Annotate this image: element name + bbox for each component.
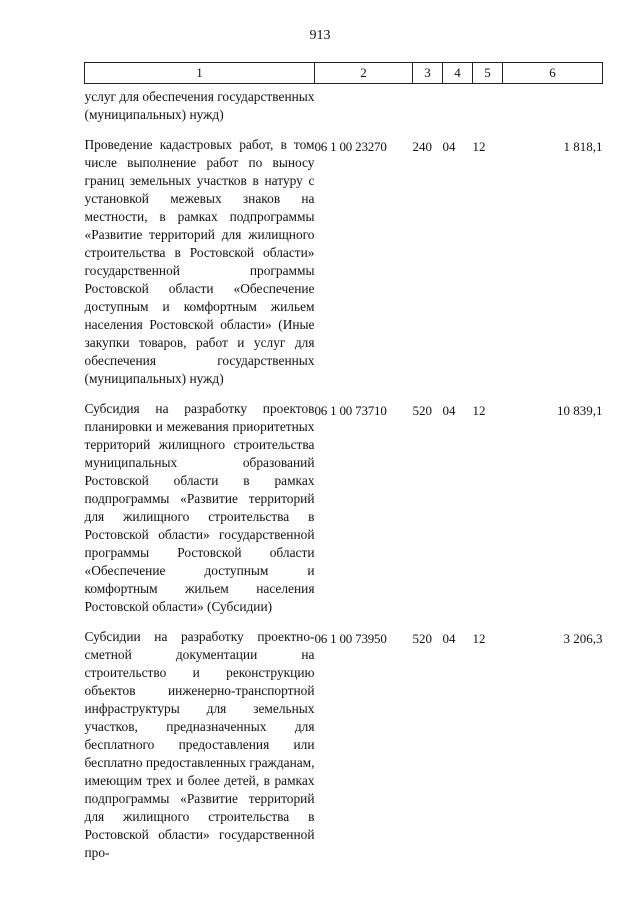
table-row: [85, 84, 603, 125]
row-vr: 520: [412, 403, 432, 418]
row-name: Субсидии на разработку проектно-сметной документации на строительство и реконструкцию объектов инженерно-транспортной инфраструктуры для земельных участков, предназначенных для бесплатного предоставления или бесплатно предоставленных гражданам, имеющим трех и более детей, в рамках подпрограммы «Развитие территорий для жилищного строительства в Ростовской области» государственной про-: [84, 629, 315, 860]
table-row: [85, 616, 603, 862]
row-sum: 3 206,3: [563, 631, 603, 646]
row-name: Субсидия на разработку проектов планировки и межевания приоритетных территорий жилищного строительства муниципальных образований Ростовской области в рамках подпрограммы «Развитие территорий для жилищного строительства в Ростовской области» государственной программы Ростовской области «Обеспечение доступным и комфортным жильем населения Ростовской области» (Субсидии): [84, 401, 315, 614]
row-sum: 10 839,1: [557, 403, 603, 418]
row-sum: 1 818,1: [563, 139, 603, 154]
row-rz: 04: [442, 631, 456, 646]
row-code: [315, 84, 413, 125]
row-pr: [473, 84, 503, 125]
page-number: 913: [309, 28, 331, 43]
table-row: [85, 388, 603, 616]
table-header-row: [85, 63, 603, 84]
row-code: 06 1 00 73710: [314, 403, 387, 418]
row-sum: [503, 84, 603, 125]
table-row: [85, 124, 603, 388]
row-rz: 04: [442, 403, 456, 418]
header-col-5: 5: [473, 63, 503, 84]
row-pr: 12: [472, 631, 486, 646]
row-name: услуг для обеспечения государственных (муниципальных) нужд): [84, 89, 315, 122]
row-code: 06 1 00 73950: [314, 631, 387, 646]
header-col-6: 6: [503, 63, 603, 84]
row-vr: 520: [412, 631, 432, 646]
header-col-2: 2: [315, 63, 413, 84]
header-col-1: 1: [85, 63, 315, 84]
row-vr: [413, 84, 443, 125]
row-vr: 240: [412, 139, 432, 154]
row-pr: 12: [472, 403, 486, 418]
row-code: 06 1 00 23270: [314, 139, 387, 154]
row-name: Проведение кадастровых работ, в том числе выполнение работ по выносу границ земельных участков в натуру с установкой межевых знаков на местности, в рамках подпрограммы «Развитие территорий для жилищного строительства в Ростовской области» государственной программы Ростовской области «Обеспечение доступным и комфортным жильем населения Ростовской области» (Иные закупки товаров, работ и услуг для обеспечения государственных (муниципальных) нужд): [84, 137, 315, 386]
row-rz: 04: [442, 139, 456, 154]
row-pr: 12: [472, 139, 486, 154]
header-col-4: 4: [443, 63, 473, 84]
budget-table: [84, 62, 603, 862]
row-rz: [443, 84, 473, 125]
header-col-3: 3: [413, 63, 443, 84]
